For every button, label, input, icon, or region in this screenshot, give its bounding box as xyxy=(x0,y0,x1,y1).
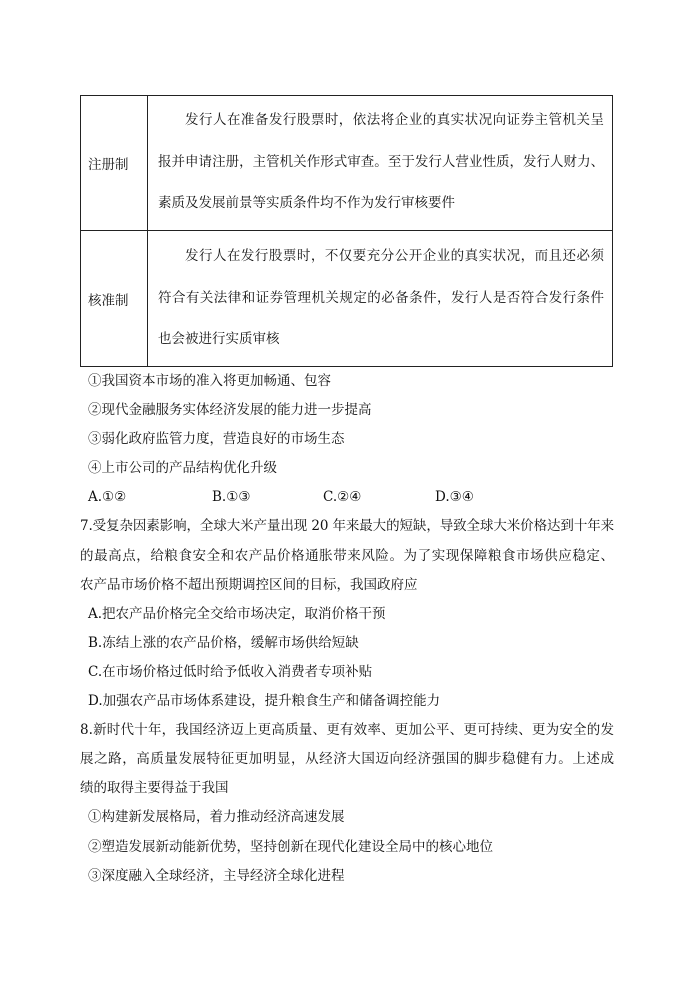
question-stem-line: 绩的取得主要得益于我国 xyxy=(80,780,229,797)
question-stem-line: 的最高点，给粮食安全和农产品价格通胀带来风险。为了实现保障粮食市场供应稳定、 xyxy=(80,547,614,564)
answer-choice: C.②④ xyxy=(323,489,362,506)
question-stem-line: 8.新时代十年，我国经济迈上更高质量、更有效率、更加公平、更可持续、更为安全的发 xyxy=(80,722,614,739)
answer-choice: A.①② xyxy=(88,489,127,506)
answer-choice: D.③④ xyxy=(435,489,474,506)
cell-text-line: 素质及发展前景等实质条件均不作为发行审核要件 xyxy=(158,195,455,211)
row-description xyxy=(148,96,612,230)
statement-option: ①我国资本市场的准入将更加畅通、包容 xyxy=(88,373,331,389)
cell-text-line: 发行人在准备发行股票时，依法将企业的真实状况向证券主管机关呈 xyxy=(185,112,604,128)
answer-choice: B.①③ xyxy=(212,489,251,506)
table-row-registration xyxy=(81,96,612,231)
row-description xyxy=(148,231,612,366)
question-stem-line: 7.受复杂因素影响，全球大米产量出现 20 年来最大的短缺，导致全球大米价格达到十年来 xyxy=(80,518,614,535)
statement-option: ②现代金融服务实体经济发展的能力进一步提高 xyxy=(88,402,372,419)
question-stem-line: 展之路，高质量发展特征更加明显，从经济大国迈向经济强国的脚步稳健有力。上述成 xyxy=(80,751,614,768)
question-body xyxy=(80,367,614,891)
statement-option: ④上市公司的产品结构优化升级 xyxy=(88,460,277,477)
row-label: 核准制 xyxy=(81,231,148,366)
statement-option: ①构建新发展格局，着力推动经济高速发展 xyxy=(88,809,345,826)
comparison-table xyxy=(80,95,613,367)
cell-text-line: 报并申请注册，主管机关作形式审查。至于发行人营业性质，发行人财力、 xyxy=(158,153,604,170)
cell-text-line: 符合有关法律和证券管理机关规定的必备条件，发行人是否符合发行条件 xyxy=(158,289,604,306)
statement-option: ③深度融入全球经济，主导经济全球化进程 xyxy=(88,867,345,884)
cell-text-line: 也会被进行实质审核 xyxy=(158,331,280,347)
table-row-approval xyxy=(81,231,612,366)
question-stem-line: 农产品市场价格不超出预期调控区间的目标，我国政府应 xyxy=(80,576,418,593)
row-label: 注册制 xyxy=(81,96,148,230)
answer-option: D.加强农产品市场体系建设，提升粮食生产和储备调控能力 xyxy=(88,693,441,710)
cell-text-line: 发行人在发行股票时，不仅要充分公开企业的真实状况，而且还必须 xyxy=(185,248,604,264)
answer-option: A.把农产品价格完全交给市场决定，取消价格干预 xyxy=(88,605,386,622)
answer-option: B.冻结上涨的农产品价格，缓解市场供给短缺 xyxy=(88,634,359,651)
answer-choices xyxy=(80,483,614,512)
statement-option: ③弱化政府监管力度，营造良好的市场生态 xyxy=(88,431,345,448)
statement-option: ②塑造发展新动能新优势，坚持创新在现代化建设全局中的核心地位 xyxy=(88,838,493,855)
answer-option: C.在市场价格过低时给予低收入消费者专项补贴 xyxy=(88,663,373,680)
